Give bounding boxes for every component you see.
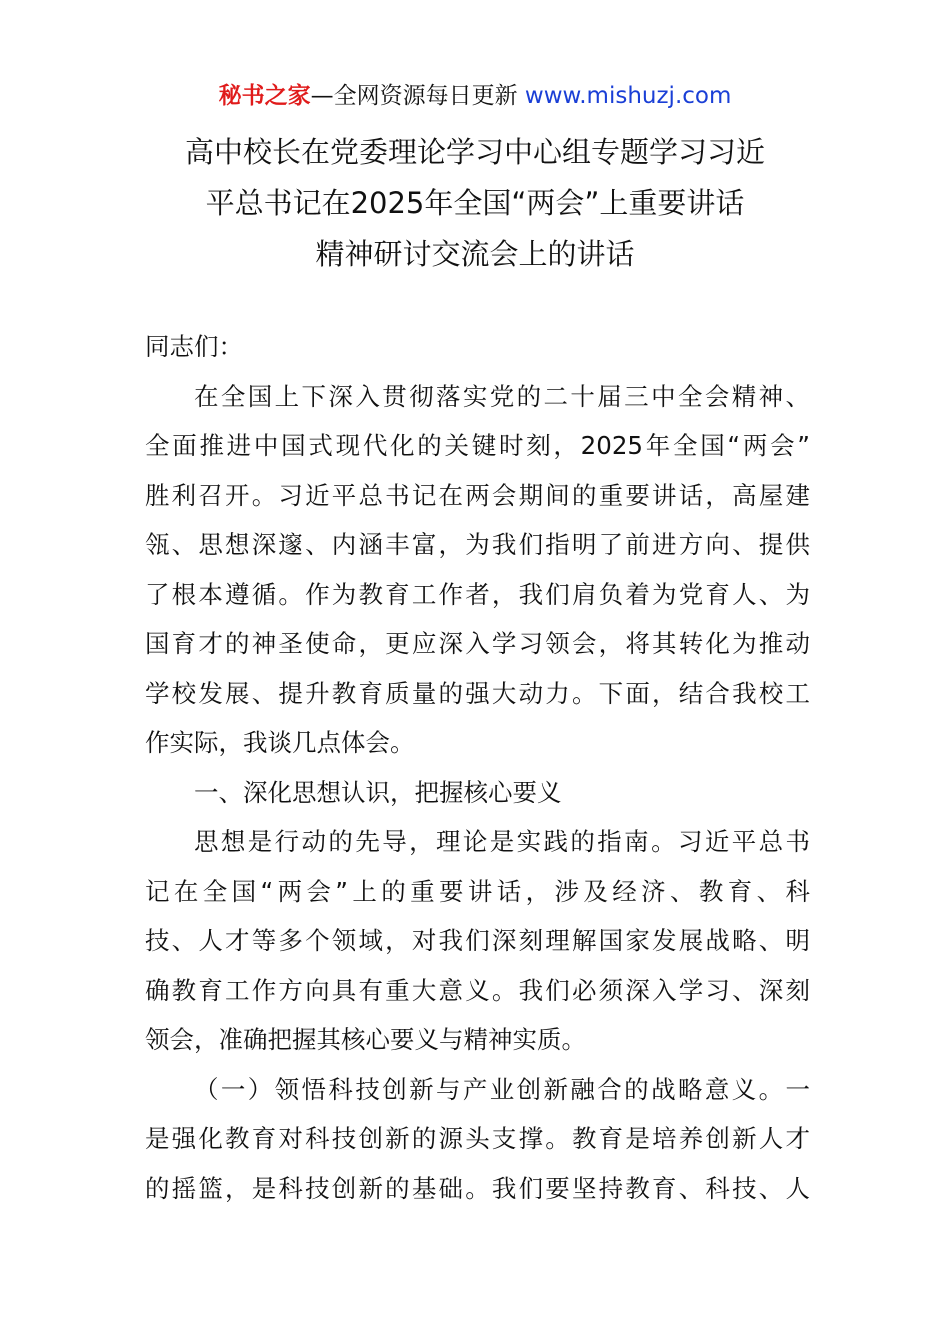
text-line: 在全国上下深入贯彻落实党的二十届三中全会精神、	[194, 381, 810, 411]
text-line: 记在全国“两会”上的重要讲话，涉及经济、教育、科	[145, 876, 810, 906]
text-line: 的摇篮，是科技创新的基础。我们要坚持教育、科技、人	[145, 1173, 810, 1203]
text-line: 学校发展、提升教育质量的强大动力。下面，结合我校工	[145, 678, 810, 708]
text-line: 了根本遵循。作为教育工作者，我们肩负着为党育人、为	[145, 579, 810, 609]
section-heading	[145, 768, 810, 818]
paragraph-subsection-one	[145, 1065, 810, 1214]
site-url-link[interactable]: www.mishuzj.com	[524, 83, 732, 109]
title-line: 高中校长在党委理论学习中心组专题学习习近	[184, 135, 765, 169]
paragraph-section-one	[145, 817, 810, 1065]
site-header	[0, 80, 950, 112]
site-tagline: —全网资源每日更新	[310, 83, 525, 109]
text-line: 领会，准确把握其核心要义与精神实质。	[145, 1025, 586, 1054]
text-line: 胜利召开。习近平总书记在两会期间的重要讲话，高屋建	[145, 480, 810, 510]
text-line: （一）领悟科技创新与产业创新融合的战略意义。一	[194, 1074, 810, 1104]
text-line: 确教育工作方向具有重大意义。我们必须深入学习、深刻	[145, 975, 810, 1005]
text-line: 思想是行动的先导，理论是实践的指南。习近平总书	[194, 827, 810, 856]
document-title	[130, 127, 820, 280]
title-line: 平总书记在2025年全国“两会”上重要讲话	[205, 186, 745, 220]
text-line: 一、深化思想认识，把握核心要义	[194, 777, 562, 807]
text-line: 技、人才等多个领域，对我们深刻理解国家发展战略、明	[145, 926, 810, 955]
text-line: 作实际，我谈几点体会。	[145, 728, 415, 757]
text-line: 全面推进中国式现代化的关键时刻，2025年全国“两会”	[145, 431, 810, 460]
title-line: 精神研讨交流会上的讲话	[315, 237, 635, 271]
document-body	[145, 322, 810, 1213]
site-brand[interactable]: 秘书之家	[218, 83, 311, 109]
salutation: 同志们：	[145, 332, 243, 361]
text-line: 国育才的神圣使命，更应深入学习领会，将其转化为推动	[145, 629, 810, 658]
text-line: 瓴、思想深邃、内涵丰富，为我们指明了前进方向、提供	[145, 530, 810, 559]
paragraph-intro	[145, 372, 810, 768]
text-line: 是强化教育对科技创新的源头支撑。教育是培养创新人才	[145, 1124, 810, 1153]
